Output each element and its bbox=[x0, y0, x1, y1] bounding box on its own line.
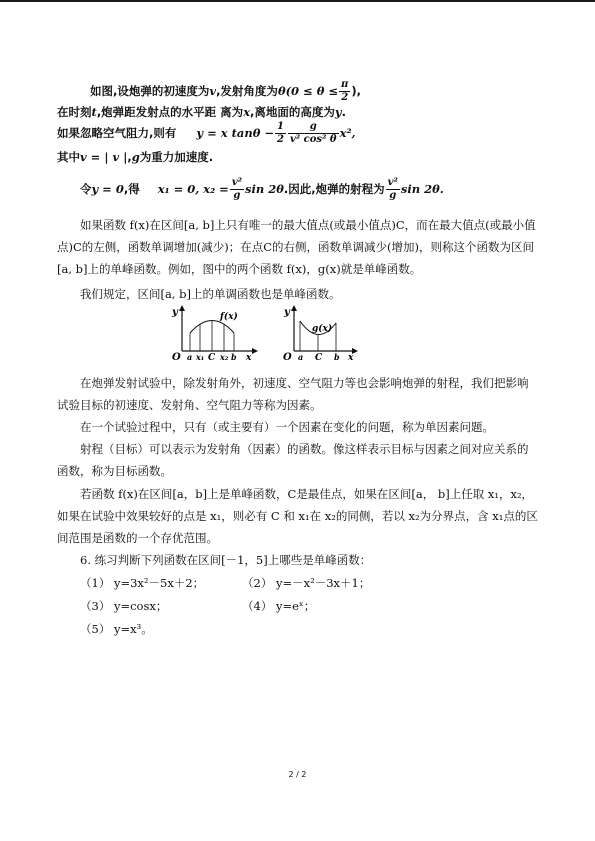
text: 其中 bbox=[57, 150, 80, 164]
label-x2: x₂ bbox=[220, 352, 229, 361]
text: ,炮弹距发射点的水平距 离为 bbox=[96, 105, 244, 119]
text: 如图,设炮弹的初速度为 bbox=[90, 84, 210, 98]
fraction-v2-g-2 bbox=[386, 178, 400, 201]
label-a: a bbox=[298, 352, 304, 361]
sin-term: sin 2θ bbox=[245, 182, 284, 196]
label-b: b bbox=[334, 352, 340, 361]
text: 令 bbox=[80, 182, 92, 196]
label-y: y bbox=[172, 307, 178, 318]
label-x1: x₁ bbox=[196, 352, 205, 361]
label-gx: g(x) bbox=[312, 324, 333, 334]
label-b: b bbox=[231, 352, 237, 361]
denominator: g bbox=[233, 190, 241, 201]
header-line-5 bbox=[80, 178, 444, 201]
numerator: v² bbox=[387, 177, 398, 188]
text: . bbox=[341, 105, 346, 119]
label-c: C bbox=[208, 353, 216, 361]
paragraph-single-factor: 在一个试验过程中，只有（或主要有）一个因素在变化的问题，称为单因素问题。 bbox=[80, 420, 494, 434]
var-x: x bbox=[243, 105, 251, 119]
exercise-item-3: （3） y=cosx； bbox=[80, 599, 168, 613]
denominator: 2 bbox=[277, 134, 284, 145]
fraction-g bbox=[288, 122, 339, 145]
label-fx: f(x) bbox=[220, 312, 238, 322]
paragraph-monotone-rule: 我们规定，区间[a, b]上的单调函数也是单峰函数。 bbox=[80, 287, 341, 301]
header-line-1 bbox=[90, 80, 361, 103]
text: ,发射角度为 bbox=[216, 84, 278, 98]
y-axis-arrow bbox=[291, 305, 297, 311]
fraction-v2-g bbox=[230, 178, 244, 201]
exercise-title: 6. 练习判断下列函数在区间[－1，5]上哪些是单峰函数： bbox=[80, 553, 372, 567]
text: ,得 bbox=[123, 182, 140, 196]
denominator: g bbox=[389, 190, 397, 201]
label-x: x bbox=[348, 353, 354, 361]
pi-over-two bbox=[339, 80, 350, 103]
y-axis-arrow bbox=[179, 305, 185, 311]
text: ,离地面的高度为 bbox=[250, 105, 335, 119]
header-line-4 bbox=[57, 149, 213, 165]
top-rule bbox=[0, 0, 595, 2]
label-origin: O bbox=[283, 352, 292, 361]
numerator: π bbox=[341, 79, 349, 90]
theta-range: θ(0 ≤ θ ≤ bbox=[277, 84, 339, 98]
numerator: 1 bbox=[277, 121, 284, 132]
text: , bbox=[127, 150, 132, 164]
paragraph-unimodal-definition: 如果函数 f(x)在区间[a, b]上只有唯一的最大值点(或最小值点)C，而在最大值点(或最小值点)C的左侧，函数单调增加(减少)；在点C的右侧，函数单调减少(增加)，则称这个函数为区间[a, b]上的单峰函数。例如，图中的两个函数 f(x)，g(x)就是单峰函数。 bbox=[57, 218, 536, 276]
equation-right: x², bbox=[339, 126, 356, 140]
exercise-item-2: （2） y=－x²－3x＋1； bbox=[242, 576, 371, 590]
text: .因此,炮弹的射程为 bbox=[283, 182, 385, 196]
label-x: x bbox=[246, 353, 252, 361]
paragraph-factors: 在炮弹发射试验中，除发射角外，初速度、空气阻力等也会影响炮弹的射程，我们把影响试验目标的初速度、发射角、空气阻力等称为因素。 bbox=[57, 376, 529, 412]
figure-g-of-x bbox=[280, 303, 370, 361]
denominator: v² cos² θ bbox=[290, 134, 337, 145]
var-g: g bbox=[131, 150, 140, 164]
label-a: a bbox=[187, 352, 193, 361]
exercise-item-1: （1） y=3x²－5x＋2； bbox=[80, 576, 205, 590]
paragraph-objective-function: 射程（目标）可以表示为发射角（因素）的函数。像这样表示目标与因素之间对应关系的函数，称为目标函数。 bbox=[57, 442, 529, 478]
denominator: 2 bbox=[341, 92, 349, 103]
eq-y0: y = 0 bbox=[91, 182, 124, 196]
var-y: y bbox=[334, 105, 342, 119]
header-line-3 bbox=[57, 122, 356, 145]
label-y: y bbox=[284, 307, 290, 318]
var-v-norm: v = | v | bbox=[80, 150, 128, 164]
var-t: t bbox=[91, 105, 97, 119]
fraction-half bbox=[275, 122, 286, 145]
var-v: v bbox=[209, 84, 217, 98]
figure-f-of-x bbox=[168, 303, 268, 361]
text: 如果忽略空气阻力,则有 bbox=[57, 126, 177, 140]
eq-x-values: x₁ = 0, x₂ = bbox=[157, 182, 229, 196]
text: 为重力加速度. bbox=[139, 150, 214, 164]
numerator: g bbox=[288, 122, 339, 134]
x-axis-arrow bbox=[252, 348, 258, 354]
equation-left: y = x tanθ − bbox=[196, 126, 275, 140]
sin-term-2: sin 2θ. bbox=[400, 182, 444, 196]
text: ), bbox=[351, 84, 361, 98]
exercise-item-4: （4） y=eˣ； bbox=[242, 599, 316, 613]
numerator: v² bbox=[231, 177, 243, 188]
label-c: C bbox=[315, 353, 323, 361]
page-number: 2 / 2 bbox=[288, 770, 307, 779]
text: 在时刻 bbox=[57, 105, 92, 119]
paragraph-optimal-range: 若函数 f(x)在区间[a，b]上是单峰函数，C是最佳点，如果在区间[a， b]上任取 x₁，x₂，如果在试验中效果较好的点是 x₁，则必有 C 和 x₁在 x₂的同侧，若以 x₂为分界点，含 x₁点的区间范围是函数的一个存优范围。 bbox=[57, 487, 538, 545]
label-origin: O bbox=[172, 352, 181, 361]
header-line-2 bbox=[57, 104, 346, 120]
exercise-item-5: （5） y=x³。 bbox=[80, 622, 153, 636]
